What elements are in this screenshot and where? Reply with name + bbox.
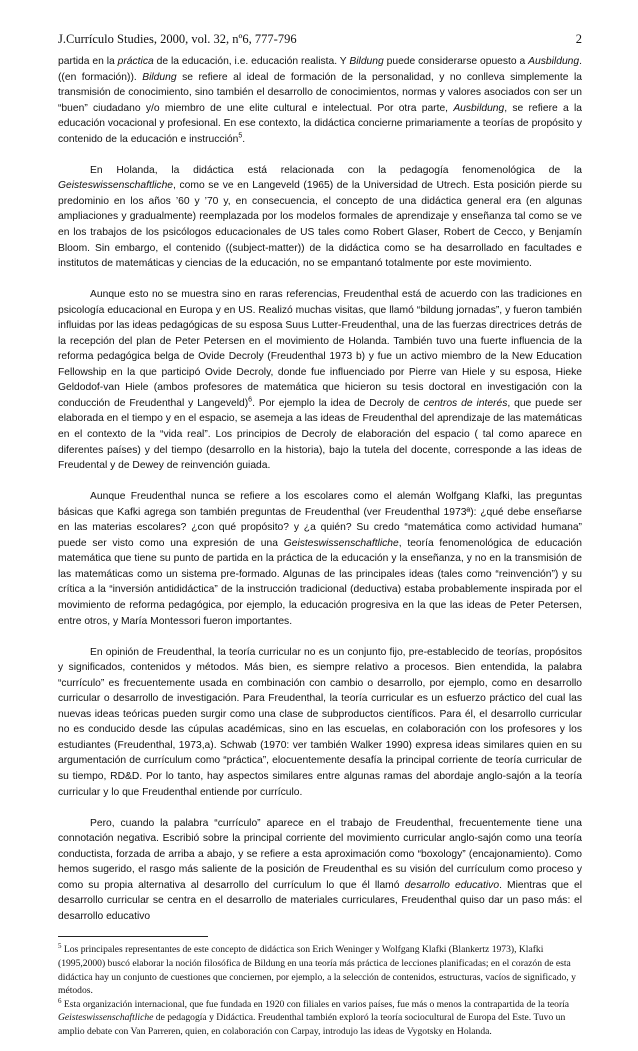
- footnotes: [58, 943, 582, 1038]
- body-text: [58, 54, 582, 924]
- footnote-ref: 6: [58, 996, 62, 1005]
- text-run: Aunque esto no se muestra sino en raras referencias, Freudenthal está de acuerdo con las tradiciones en psicología educacional en Europa y en US. Realizó muchas visitas, que llamó “bildung jornadas”, y fueron también influidas por las ideas pedagógicas de su esposa Suus Lutter-Freudenthal, una de las fuerzas directrices detrás de la recepción del plan de Peter Petersen en el movimiento de Holanda. También tuvo una fuerte influencia de la reforma pedagógica belga de Ovide Decroly (Freudenthal 1973 b) y fue un activo miembro de la New Education Fellowship en la que participó Ovide Decroly, donde fue influenciado por Pierre van Hiele y su esposa, Hieke Geldodof-van Hiele (ambos profesores de matemática que hicieron su tesis doctoral en investigación con la conducción de Freudenthal y Langeveld): [58, 289, 582, 409]
- text-run: . ((en formación)).: [58, 56, 582, 83]
- text-run: de la educación, i.e. educación realista. Y: [153, 56, 350, 67]
- italic-text: Bildung: [142, 71, 177, 83]
- text-run: Pero, cuando la palabra “currículo” aparece en el trabajo de Freudenthal, frecuentemente tiene una connotación negativa. Escribió sobre la principal corriente del movimiento curricular anglo-sajón como una teoría conductista, forzada de arriba a abajo, y se refiere a esta aproximación como “boxology” (encajonamiento). Como hemos sugerido, el rasgo más saliente de la posición de Freudenthal es su visión del currículum como proceso y como su propia alternativa al desarrollo del currículum lo que él llamó: [58, 817, 582, 891]
- text-run: puede considerarse opuesto a: [383, 56, 529, 67]
- text-run: Los principales representantes de este concepto de didáctica son Erich Weninger y Wolfgang Klafki (Blankertz 1973), Klafki (1995,2000) buscó elaborar la noción filosófica de Bildung en una teoría más práctica de lecciones planificadas; en el corazón de esta didáctica hay un conjunto de cuestiones que conciernen, por ejemplo, a la selección de contenidos, estructuras, vacíos de significado, y métodos.: [58, 944, 576, 997]
- text-run: , teoría fenomenológica de educación matemática que tiene su punto de partida en la práctica de la educación y la enseñanza, y no en la transmisión de las matemáticas como un sistema pre-formado. Algunas de las principales ideas (tales como “reinvención”) y su crítica a la “inversión antididáctica” de la instrucción tradicional (deductiva) estaba probablemente inspirada por el movimiento de reforma pedagógica, por ejemplo, la educación progresiva en la que las ideas de Peter Petersen, entre otros, y María Montessori fueron importantes.: [58, 537, 582, 627]
- italic-text: centros de interés: [423, 397, 508, 409]
- text-run: Aunque Freudenthal nunca se refiere a los escolares como el alemán Wolfgang Klafki, las preguntas básicas que Kafki agrega son también preguntas de Freudenthal (ver Freudenthal 1973ª): ¿qué debe enseñarse en las materias escolares? ¿con qué propósito? y ¿a quién? Su credo “matemática como actividad humana” puede ser visto como una expresión de una: [58, 491, 582, 549]
- paragraph: [58, 645, 582, 800]
- italic-text: Bildung: [349, 56, 384, 67]
- italic-text: Ausbildung: [528, 56, 580, 67]
- text-run: Esta organización internacional, que fue fundada en 1920 con filiales en varios países, fue más o menos la contrapartida de la teoría: [61, 998, 570, 1010]
- italic-text: Geisteswissenschaftliche: [58, 1012, 154, 1024]
- running-header: [58, 32, 582, 47]
- text-run: . Por ejemplo la idea de Decroly de: [252, 397, 424, 409]
- footnote-ref: 5: [58, 942, 62, 951]
- text-run: partida en la: [58, 56, 118, 67]
- footnote: [58, 943, 582, 997]
- text-run: de pedagogía y Didáctica. Freudenthal también exploró la teoría sociocultural de Europa del Este. Tuvo un amplio debate con Van Parreren, quien, en colaboración con Carpay, introdujo las ideas de Vygotsky en Holanda.: [58, 1012, 566, 1037]
- footnote: [58, 998, 582, 1039]
- italic-text: Geisteswissenschaftliche: [283, 537, 399, 549]
- text-run: . Mientras que el desarrollo curricular se centra en el desarrollo de materiales curriculares, Freudenthal quiso dar un paso más: el desarrollo educativo: [58, 879, 582, 922]
- text-run: se refiere al ideal de formación de la personalidad, y no conlleva simplemente la transmisión de conocimiento, sino también el desarrollo de conocimientos, normas y valores asociados con ser un “buen” ciudadano y/o miembro de une elite cultural e intelectual. Por otra parte,: [58, 71, 583, 114]
- footnote-ref: 5: [238, 132, 243, 140]
- italic-text: práctica: [117, 56, 154, 67]
- paragraph: [58, 816, 582, 925]
- paragraph: [58, 489, 582, 629]
- text-run: , como se ve en Langeveld (1965) de la Universidad de Utrech. Esta posición pierde su predominio en los años ’60 y ’70 y, en consecuencia, el concepto de una didáctica general era (en algunas ampliaciones y gradualmente) reemplazada por los modelos formales de aprendizaje y enseñanza tal como se ve en los trabajos de los psicólogos educacionales de US tales como Robert Glaser, Robert de Cecco, y Benjamín Bloom. Sin embargo, el contenido ((subject-matter)) de la didáctica como se ha desarrollado en facultades e institutos de matemáticas y ciencias de la educación, no se empantanó totalmente por este movimiento.: [58, 180, 582, 270]
- text-run: .: [242, 133, 246, 145]
- document-page: [58, 0, 582, 1039]
- text-run: , se refiere a la educación vocacional y profesional. En ese contexto, la didáctica concierne primariamente a teorías de propósito y contenido de la educación e instrucción: [58, 102, 582, 145]
- paragraph: [58, 163, 582, 272]
- italic-text: Geisteswissenschaftliche: [58, 180, 174, 192]
- footnote-divider: [58, 936, 208, 937]
- page-number: 2: [575, 32, 582, 46]
- paragraph: [58, 287, 582, 474]
- italic-text: desarrollo educativo: [404, 879, 500, 891]
- italic-text: Ausbildung: [453, 102, 505, 114]
- footnote-ref: 6: [248, 396, 253, 404]
- text-run: En Holanda, la didáctica está relacionada con la pedagogía fenomenológica de la: [90, 164, 582, 176]
- journal-citation: J.Currículo Studies, 2000, vol. 32, nº6, 777-796: [58, 32, 297, 46]
- text-run: En opinión de Freudenthal, la teoría curricular no es un conjunto fijo, pre-establecido de teorías, propósitos y significados, contenidos y métodos. Más bien, es siempre relativo a procesos. Bien entendida, la palabra “currículo” es frecuentemente usada en combinación con cambio o desarrollo, por ejemplo, como en desarrollo curricular o desarrollo de investigación. Para Freudenthal, la teoría curricular es un esfuerzo práctico del cual las nuevas ideas teóricas pueden surgir como una clase de subproductos científicos. Para él, el desarrollo curricular no es conducido desde las cúpulas académicas, sino en las escuelas, en colaboración con los profesores y los estudiantes (Freudenthal, 1973,a). Schwab (1970: ver también Walker 1990) expresa ideas similares quien en su argumentación de currículum como “práctica”, elocuentemente desafía la principal corriente de teoría curricular de su tiempo, RD&D. Por lo tanto, hay aspectos similares entre algunas ramas del abordaje anglo-sajón a la teoría curricular y lo que Freudenthal entiende por currículo.: [58, 646, 582, 798]
- text-run: , que puede ser elaborada en el tiempo y en el espacio, se asemeja a las ideas de Freudenthal del aprendizaje de las matemáticas en el contexto de la “vida real”. Los principios de Decroly de elaboración del espacio ( tal como aparece en diferentes países) y del tiempo (desarrollo en la historia), bajo la tutela del docente, corresponde a las ideas de Freudental y de Dewey de reinvención guiada.: [58, 397, 582, 472]
- paragraph: [58, 54, 582, 147]
